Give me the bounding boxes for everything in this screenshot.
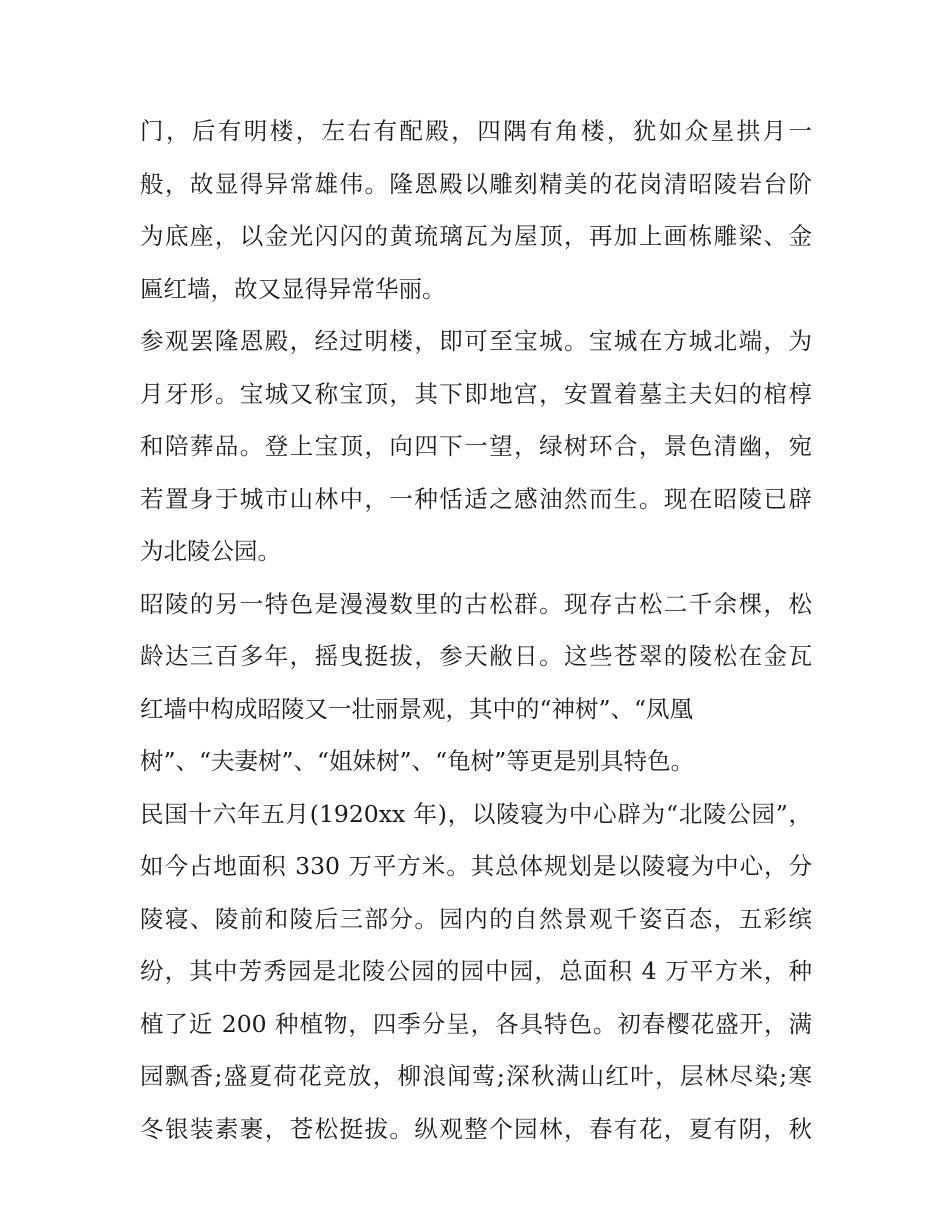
text-line: 陵寝、陵前和陵后三部分。园内的自然景观千姿百态，五彩缤 [140,904,812,933]
text-line: 昭陵的另一特色是漫漫数里的古松群。现存古松二千余棵，松 [140,589,812,618]
text-line: 植了近 200 种植物，四季分呈，各具特色。初春樱花盛开，满 [140,1009,812,1038]
text-line: 参观罢隆恩殿，经过明楼，即可至宝城。宝城在方城北端，为 [140,327,812,355]
text-line: 如今占地面积 330 万平方米。其总体规划是以陵寝为中心，分 [140,852,812,880]
text-line: 为底座，以金光闪闪的黄琉璃瓦为屋顶，再加上画栋雕梁、金 [140,222,812,250]
text-line: 若置身于城市山林中，一种恬适之感油然而生。现在昭陵已辟 [140,484,812,513]
text-line: 树”、“夫妻树”、“姐妹树”、“龟树”等更是别具特色。 [140,747,695,775]
text-line: 龄达三百多年，摇曳挺拔，参天敝日。这些苍翠的陵松在金瓦 [140,642,812,670]
text-line: 民国十六年五月(1920xx 年)，以陵寝为中心辟为“北陵公园”， [140,799,812,828]
text-line: 园飘香;盛夏荷花竞放，柳浪闻莺;深秋满山红叶，层林尽染;寒 [140,1062,812,1090]
text-line: 冬银装素裹，苍松挺拔。纵观整个园林，春有花，夏有阴，秋 [140,1114,812,1143]
document-body [140,105,812,1155]
text-line: 月牙形。宝城又称宝顶，其下即地宫，安置着墓主夫妇的棺椁 [140,379,812,408]
text-line: 匾红墙，故又显得异常华丽。 [140,274,446,303]
text-line: 纷，其中芳秀园是北陵公园的园中园，总面积 4 万平方米，种 [140,957,812,985]
text-line: 门，后有明楼，左右有配殿，四隅有角楼，犹如众星拱月一 [140,117,812,145]
text-line: 和陪葬品。登上宝顶，向四下一望，绿树环合，景色清幽，宛 [140,432,812,460]
text-line: 般，故显得异常雄伟。隆恩殿以雕刻精美的花岗清昭陵岩台阶 [140,169,812,198]
text-line: 为北陵公园。 [140,537,281,565]
text-line: 红墙中构成昭陵又一壮丽景观，其中的“神树”、“凤凰 [140,694,694,723]
